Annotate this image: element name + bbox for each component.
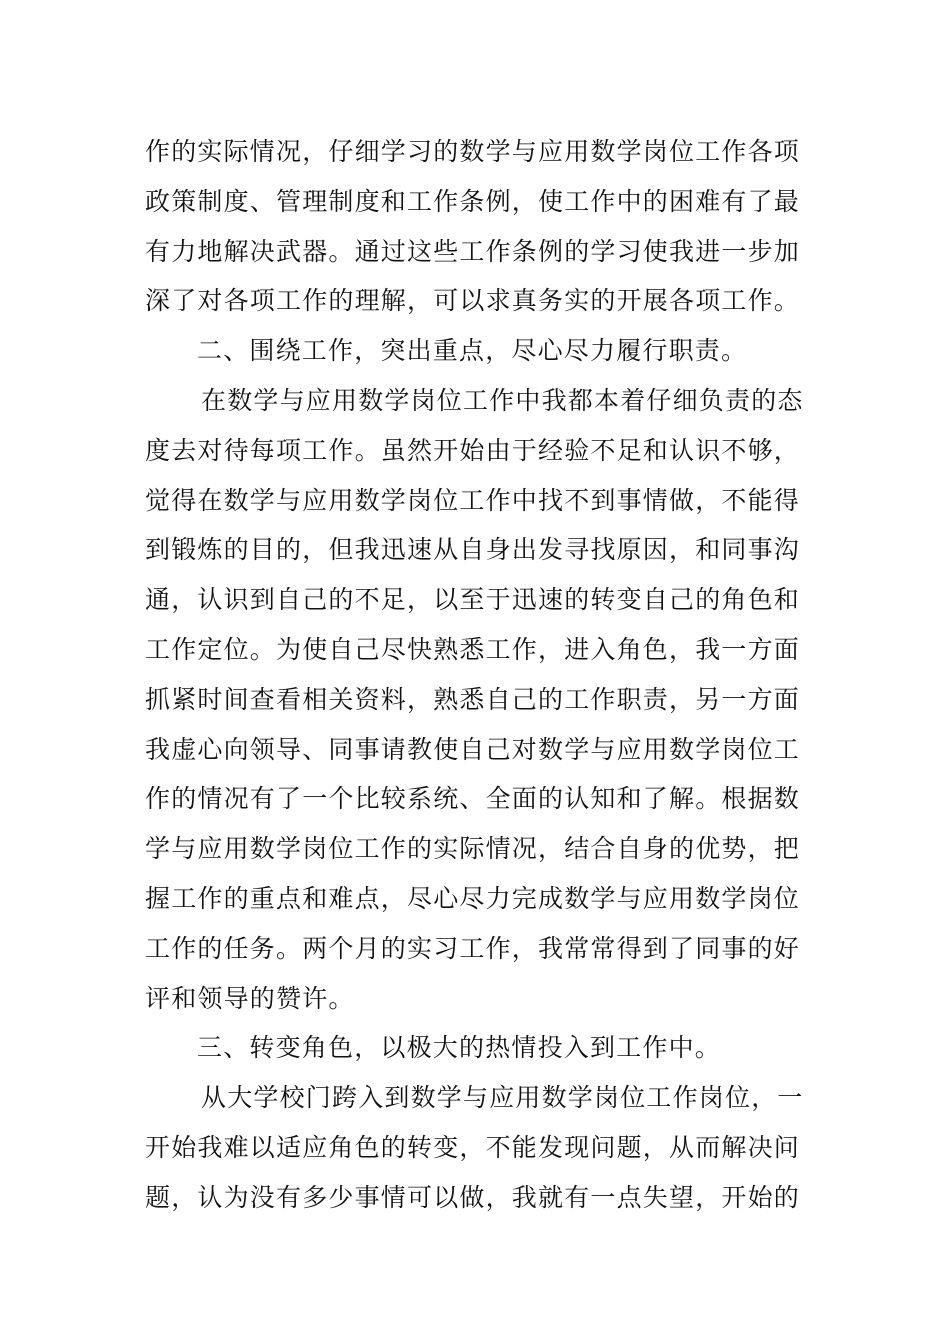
paragraph-line: 题，认为没有多少事情可以做，我就有一点失望，开始的 [145, 1182, 801, 1212]
paragraph-line: 度去对待每项工作。虽然开始由于经验不足和认识不够， [145, 435, 801, 465]
paragraph-line: 评和领导的赞许。 [145, 983, 355, 1013]
section-heading-3: 三、转变角色，以极大的热情投入到工作中。 [197, 1033, 722, 1063]
paragraph-line: 开始我难以适应角色的转变，不能发现问题，从而解决问 [145, 1132, 801, 1162]
paragraph-line: 作的情况有了一个比较系统、全面的认知和了解。根据数 [145, 784, 801, 814]
paragraph-line: 我虚心向领导、同事请教使自己对数学与应用数学岗位工 [145, 734, 801, 764]
paragraph-line: 在数学与应用数学岗位工作中我都本着仔细负责的态 [201, 385, 804, 415]
paragraph-line: 政策制度、管理制度和工作条例，使工作中的困难有了最 [145, 186, 801, 216]
paragraph-line: 有力地解决武器。通过这些工作条例的学习使我进一步加 [145, 236, 801, 266]
document-body [145, 127, 810, 1223]
paragraph-line: 抓紧时间查看相关资料，熟悉自己的工作职责，另一方面 [145, 684, 801, 714]
paragraph-line: 从大学校门跨入到数学与应用数学岗位工作岗位，一 [201, 1083, 804, 1113]
paragraph-line: 工作的任务。两个月的实习工作，我常常得到了同事的好 [145, 933, 801, 963]
paragraph-line: 觉得在数学与应用数学岗位工作中找不到事情做，不能得 [145, 485, 801, 515]
paragraph-line: 深了对各项工作的理解，可以求真务实的开展各项工作。 [145, 286, 801, 316]
paragraph-line: 工作定位。为使自己尽快熟悉工作，进入角色，我一方面 [145, 634, 801, 664]
paragraph-line: 到锻炼的目的，但我迅速从自身出发寻找原因，和同事沟 [145, 535, 801, 565]
paragraph-line: 通，认识到自己的不足，以至于迅速的转变自己的角色和 [145, 585, 801, 615]
paragraph-line: 握工作的重点和难点，尽心尽力完成数学与应用数学岗位 [145, 883, 801, 913]
paragraph-line: 学与应用数学岗位工作的实际情况，结合自身的优势，把 [145, 834, 801, 864]
section-heading-2: 二、围绕工作，突出重点，尽心尽力履行职责。 [197, 336, 748, 366]
paragraph-line: 作的实际情况，仔细学习的数学与应用数学岗位工作各项 [145, 137, 801, 166]
